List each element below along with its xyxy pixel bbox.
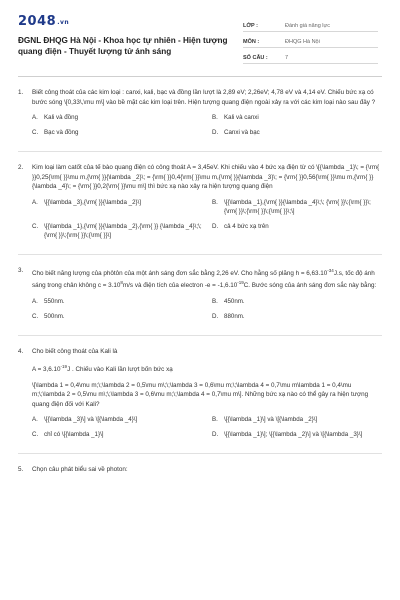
question-3 xyxy=(18,266,382,327)
option-letter: B. xyxy=(212,416,218,424)
option-c[interactable] xyxy=(32,222,202,240)
option-c[interactable] xyxy=(32,430,202,439)
question-text-line: $A = 3,6.10^{-19}J$ . Chiếu vào Kali lần lượt bốn bức xạ xyxy=(32,364,173,374)
option-text: Kali và canxi xyxy=(224,114,259,121)
option-letter: A. xyxy=(32,416,38,424)
meta-value: ĐHQG Hà Nội xyxy=(285,39,320,45)
header-divider xyxy=(18,76,382,77)
option-b[interactable] xyxy=(212,198,382,216)
option-b[interactable] xyxy=(212,415,382,424)
meta-row-count xyxy=(243,48,378,64)
page-title: ĐGNL ĐHQG Hà Nội - Khoa học tự nhiên - Hiện tượng quang điện - Thuyết lượng tử ánh sáng xyxy=(18,36,228,56)
option-a[interactable] xyxy=(32,198,202,216)
option-letter: D. xyxy=(212,222,219,230)
option-text: 450nm. xyxy=(224,297,245,305)
question-divider xyxy=(18,254,382,255)
question-text: Cho biết năng lượng của phôtôn của một ánh sáng đơn sắc bằng 2,26 eV. Cho hằng số plăng $h = 6,63.10^{-34}J.s$, tốc độ ánh sáng trong chân không $c = 3.10^8m/s$ và điện tích của electron $-e = -1,6.10^{-19}C$. Bước sóng của ánh sáng đơn sắc này bằng: xyxy=(32,267,377,290)
option-letter: A. xyxy=(32,297,38,305)
question-5 xyxy=(18,465,382,475)
logo-suffix: .vn xyxy=(57,19,70,26)
question-4 xyxy=(18,347,382,446)
question-text: Chọn câu phát biểu sai về photon: xyxy=(32,466,128,474)
option-a[interactable] xyxy=(32,297,202,306)
option-text: 880nm. xyxy=(224,312,245,320)
question-number: 1. xyxy=(18,89,24,96)
option-text: \[{\lambda _3}\] và \[{\lambda _4}\] xyxy=(44,416,138,424)
question-number: 4. xyxy=(18,347,24,355)
option-letter: A. xyxy=(32,198,38,206)
question-divider xyxy=(18,151,382,152)
option-text: Kali và đồng xyxy=(44,114,79,121)
answer-options xyxy=(32,113,382,143)
option-c[interactable] xyxy=(32,312,202,321)
answer-options xyxy=(32,198,382,246)
option-text: chỉ có \[{\lambda _1}\] xyxy=(44,431,104,439)
option-d[interactable] xyxy=(212,430,382,439)
worksheet-header xyxy=(18,14,382,70)
question-text: Biết công thoát của các kim loại : canxi, kali, bạc và đồng lần lượt là 2,89 eV; 2,26eV; 4,78 eV và 4,14 eV. Chiếu bức xạ có bước sóng \[0,33\,\mu m\] vào bề mặt các kim loại trên. Hiện tượng quang điện ngoài xảy ra với các kim loại nào sau đây ? xyxy=(32,89,376,106)
option-letter: B. xyxy=(212,198,218,206)
option-text: \[{\lambda _1},{\rm{ }}{\lambda _2},{\rm{ }} {\lambda _4}\;\;{\rm{ }}\;{\rm{ }}\;{\rm{ }}\] xyxy=(44,222,202,239)
option-c[interactable] xyxy=(32,128,202,137)
option-d[interactable] xyxy=(212,222,382,240)
option-a[interactable] xyxy=(32,415,202,424)
option-text: \[{\lambda _1},{\rm{ }}{\lambda _4}\;\; {\rm{ }}\;{\rm{ }}\;{\rm{ }}\;{\rm{ }}\;{\rm{ }}\;\] xyxy=(224,198,371,215)
meta-row-class xyxy=(243,16,378,32)
question-number: 5. xyxy=(18,466,24,474)
option-letter: B. xyxy=(212,114,218,121)
question-number: 3. xyxy=(18,266,24,274)
meta-key: LỚP : xyxy=(243,23,258,29)
meta-row-subject xyxy=(243,32,378,48)
option-text: \[{\lambda _1}\]; \[{\lambda _2}\] và \[{\lambda _3}\] xyxy=(224,431,363,439)
question-1 xyxy=(18,88,382,143)
logo-text: 2048 xyxy=(18,14,57,29)
meta-table xyxy=(243,16,378,64)
option-letter: B. xyxy=(212,297,218,305)
meta-value: Đánh giá năng lực xyxy=(285,23,330,29)
option-text: \[{\lambda _3},{\rm{ }}{\lambda _2}\] xyxy=(44,198,142,206)
option-text: cả 4 bức xạ trên xyxy=(224,222,269,230)
question-text-line: \[\lambda 1 = 0,4\mu m;\;\lambda 2 = 0,5\mu m\;\;\lambda 3 = 0,6\mu m;\;\lambda 4 = 0,7\mu m\lambda 1 = 0,4\mu m;\;\lambda 2 = 0,5\mu m\;\;\lambda 3 = 0,6\mu m;\;\lambda 4 = 0,7\mu m\]. Những bức xạ nào có thể gây ra hiện tượng quang điện đối với Kali? xyxy=(32,381,369,408)
option-text: 500nm. xyxy=(44,312,65,320)
option-letter: A. xyxy=(32,114,38,121)
option-letter: C. xyxy=(32,431,39,439)
question-number: 2. xyxy=(18,164,24,171)
option-d[interactable] xyxy=(212,312,382,321)
option-letter: C. xyxy=(32,129,39,136)
option-letter: D. xyxy=(212,129,219,136)
option-a[interactable] xyxy=(32,113,202,122)
option-text: \[{\lambda _1}\] và \[{\lambda _2}\] xyxy=(224,416,318,424)
question-divider xyxy=(18,335,382,336)
option-text: 550nm. xyxy=(44,297,65,305)
meta-key: SỐ CÂU : xyxy=(243,55,268,61)
option-d[interactable] xyxy=(212,128,382,137)
meta-value: 7 xyxy=(285,55,289,61)
question-divider xyxy=(18,453,382,454)
option-letter: C. xyxy=(32,222,39,230)
option-b[interactable] xyxy=(212,113,382,122)
answer-options xyxy=(32,415,382,445)
option-letter: D. xyxy=(212,312,219,320)
question-text: Cho biết công thoát của Kali là xyxy=(32,347,118,355)
option-text: Canxi và bạc xyxy=(224,129,260,136)
option-text: Bạc và đồng xyxy=(44,129,79,136)
option-letter: C. xyxy=(32,312,39,320)
option-letter: D. xyxy=(212,431,219,439)
answer-options xyxy=(32,297,382,327)
question-text: Kim loại làm catốt của tế bào quang điện có công thoát A = 3,45eV. Khi chiếu vào 4 bức xạ điện từ có \[{\lambda _1}\; = {\rm{ }}0,25{\rm{ }}\mu m,{\rm{ }}{\lambda _2}\; = {\rm{ }}0,4{\rm{ }}\mu m,{\rm{ }}{\lambda _3}\; = {\rm{ }}0,56{\rm{ }}\mu m,{\rm{ }}{\lambda _4}\; = {\rm{ }}0,2{\rm{ }}\mu m\] thì bức xạ nào xảy ra hiện tượng quang điện xyxy=(32,164,380,190)
meta-key: MÔN : xyxy=(243,39,260,45)
question-2 xyxy=(18,163,382,246)
option-b[interactable] xyxy=(212,297,382,306)
